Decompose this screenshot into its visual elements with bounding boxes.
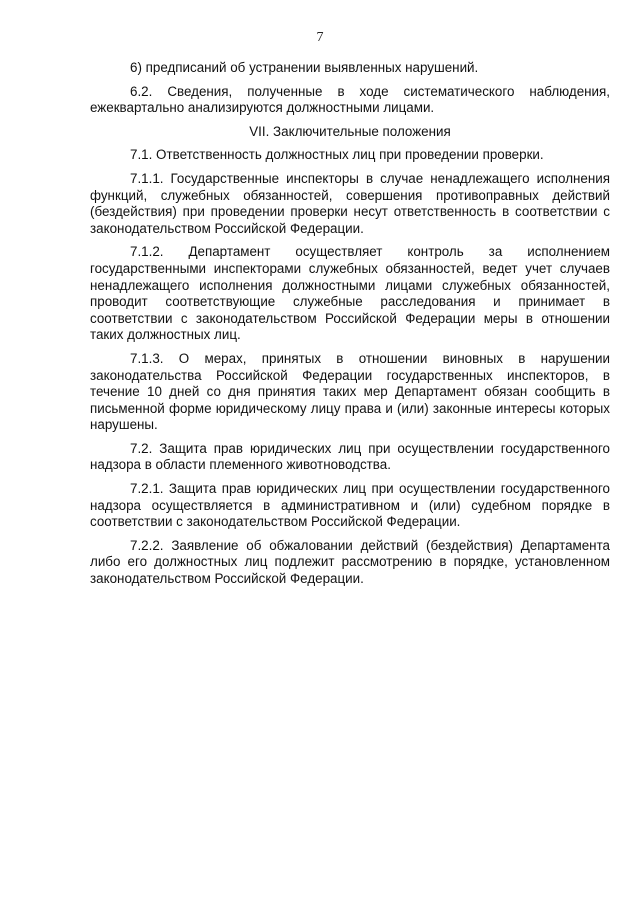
paragraph-7-2-1: 7.2.1. Защита прав юридических лиц при осуществлении государственного надзора осуществляется в административном и (или) судебном порядке в соответствии с законодательством Российской Федерации. [90,481,610,530]
paragraph-7-1: 7.1. Ответственность должностных лиц при проведении проверки. [130,147,544,163]
section-heading-vii: VII. Заключительные положения [249,123,451,139]
paragraph-6-2: 6.2. Сведения, полученные в ходе систематического наблюдения, ежеквартально анализируются должностными лицами. [90,83,610,116]
page-number: 7 [316,30,324,45]
paragraph-7-2: 7.2. Защита прав юридических лиц при осуществлении государственного надзора в области племенного животноводства. [90,440,610,473]
paragraph-item-6: 6) предписаний об устранении выявленных нарушений. [130,60,479,75]
document-body [90,60,610,595]
paragraph-7-1-3: 7.1.3. О мерах, принятых в отношении виновных в нарушении законодательства Российской Федерации государственных инспекторов, в течение 10 дней со дня принятия таких мер Департамент обязан сообщить в письменной форме юридическому лицу права и (или) законные интересы которых нарушены. [90,350,610,433]
paragraph-7-1-1: 7.1.1. Государственные инспекторы в случае ненадлежащего исполнения функций, служебных обязанностей, совершения противоправных действий (бездействия) при проведении проверки несут ответственность в соответствии с законодательством Российской Федерации. [90,170,610,236]
paragraph-7-2-2: 7.2.2. Заявление об обжаловании действий (бездействия) Департамента либо его должностных лиц подлежит рассмотрению в порядке, установленном законодательством Российской Федерации. [90,537,610,587]
paragraph-7-1-2: 7.1.2. Департамент осуществляет контроль за исполнением государственными инспекторами служебных обязанностей, ведет учет случаев ненадлежащего исполнения должностными лицами служебных обязанностей, проводит соответствующие служебные расследования и принимает в соответствии с законодательством Российской Федерации меры в отношении таких должностных лиц. [90,244,610,343]
